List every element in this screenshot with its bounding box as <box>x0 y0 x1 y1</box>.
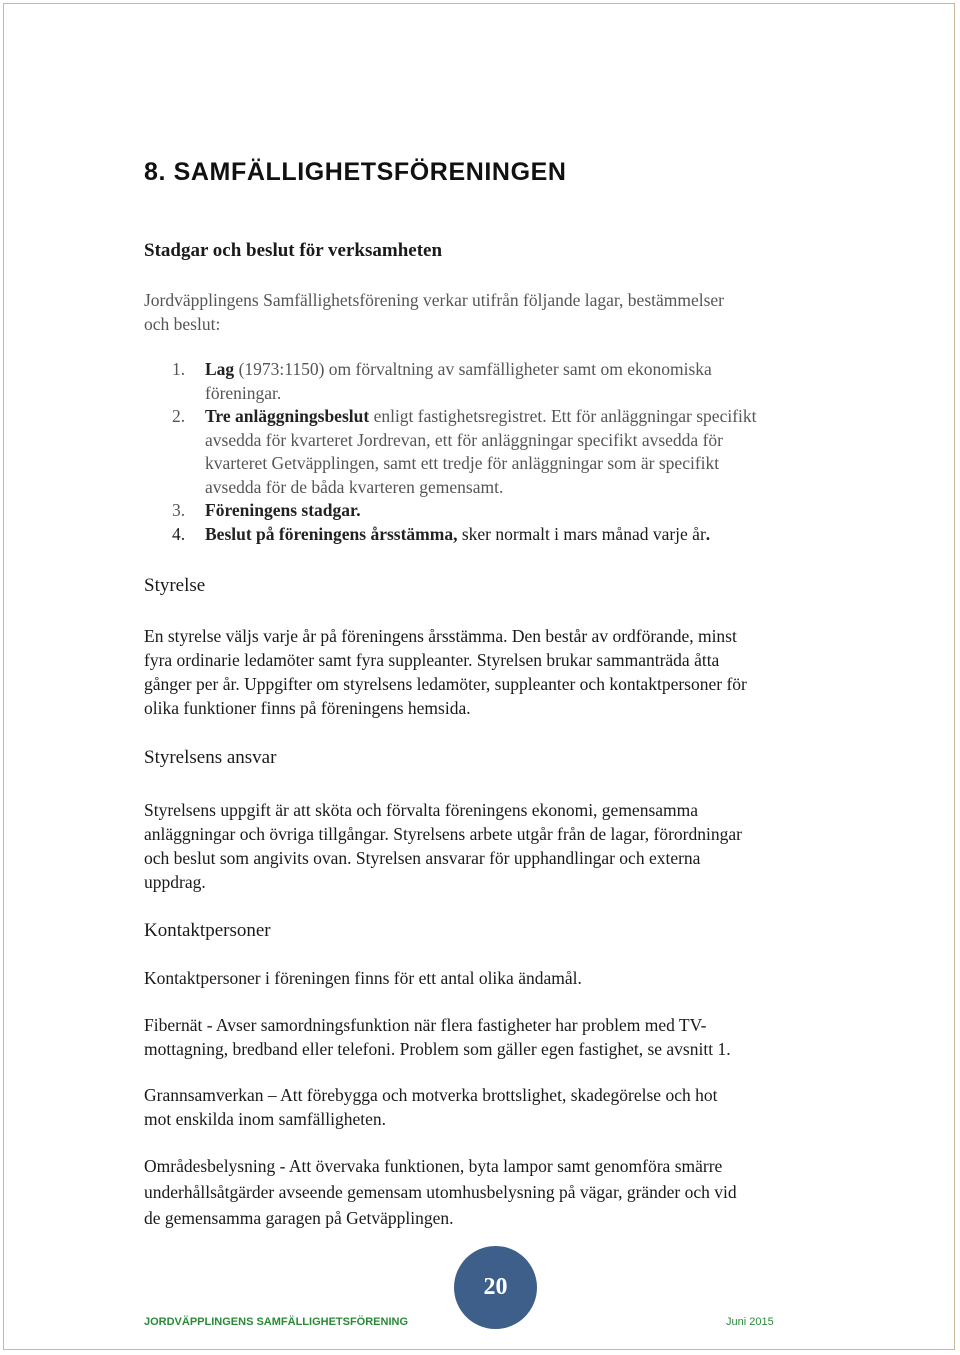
list-item-text: enligt fastighetsregistret. Ett för anläggningar specifikt <box>369 406 757 426</box>
grannsamverkan-paragraph <box>144 1083 844 1131</box>
ansvar-paragraph <box>144 798 844 894</box>
list-item-text: kvarteret Getväpplingen, samt ett tredje för anläggningar som är specifikt <box>205 453 720 473</box>
list-item <box>172 405 862 499</box>
list-item-bold: . <box>705 523 711 544</box>
section-title-kontaktpersoner: Kontaktpersoner <box>144 920 271 941</box>
list-number: 4. <box>172 523 186 544</box>
text-line: de gemensamma garagen på Getväpplingen. <box>144 1208 454 1228</box>
page-number-badge: 20 <box>454 1246 537 1329</box>
text-line: En styrelse väljs varje år på föreningens årsstämma. Den består av ordförande, minst <box>144 626 737 646</box>
section-title-styrelse: Styrelse <box>144 575 206 596</box>
list-item-bold: Föreningens stadgar. <box>205 500 361 520</box>
kontakt-intro: Kontaktpersoner i föreningen finns för ett antal olika ändamål. <box>144 968 582 988</box>
text-line: Områdesbelysning - Att övervaka funktionen, byta lampor samt genomföra smärre <box>144 1156 723 1176</box>
text-line: mot enskilda inom samfälligheten. <box>144 1109 387 1129</box>
text-line: och beslut som angivits ovan. Styrelsen ansvarar för upphandlingar och externa <box>144 848 701 868</box>
fibernat-paragraph <box>144 1013 844 1061</box>
footer-organization: JORDVÄPPLINGENS SAMFÄLLIGHETSFÖRENING <box>144 1316 409 1328</box>
footer-date: Juni 2015 <box>726 1316 774 1328</box>
omradesbelysning-paragraph <box>144 1153 844 1231</box>
list-item <box>172 499 862 523</box>
law-list <box>172 358 862 546</box>
list-item-bold: Tre anläggningsbeslut <box>205 406 370 426</box>
list-item <box>172 523 862 547</box>
list-item-text: avsedda för kvarteret Jordrevan, ett för anläggningar specifikt avsedda för <box>205 429 723 450</box>
text-line: underhållsåtgärder avseende gemensam utomhusbelysning på vägar, gränder och vid <box>144 1182 737 1202</box>
list-item-text: (1973:1150) om förvaltning av samfälligheter samt om ekonomiska <box>234 359 712 379</box>
page-title: 8. SAMFÄLLIGHETSFÖRENINGEN <box>144 158 567 186</box>
section-title-ansvar: Styrelsens ansvar <box>144 747 277 768</box>
text-line: Fibernät - Avser samordningsfunktion när flera fastigheter har problem med TV- <box>144 1015 707 1035</box>
text-line: uppdrag. <box>144 872 206 892</box>
section-title-stadgar: Stadgar och beslut för verksamheten <box>144 240 443 261</box>
intro-paragraph <box>144 288 844 336</box>
list-item-bold: Lag <box>205 359 235 379</box>
styrelse-paragraph <box>144 624 844 720</box>
text-line: Styrelsens uppgift är att sköta och förvalta föreningens ekonomi, gemensamma <box>144 800 699 820</box>
text-line: anläggningar och övriga tillgångar. Styrelsens arbete utgår från de lagar, förordningar <box>144 824 742 844</box>
list-item-text: föreningar. <box>205 382 282 403</box>
text-line: fyra ordinarie ledamöter samt fyra suppleanter. Styrelsen brukar sammanträda åtta <box>144 650 720 670</box>
text-line: Grannsamverkan – Att förebygga och motverka brottslighet, skadegörelse och hot <box>144 1085 718 1105</box>
text-line: mottagning, bredband eller telefoni. Problem som gäller egen fastighet, se avsnitt 1. <box>144 1039 731 1059</box>
list-number: 3. <box>172 500 186 520</box>
intro-line: och beslut: <box>144 314 221 334</box>
list-item-bold: Beslut på föreningens årsstämma, <box>205 523 458 544</box>
list-item-text: sker normalt i mars månad varje år <box>457 523 706 544</box>
intro-line: Jordväpplingens Samfällighetsförening verkar utifrån följande lagar, bestämmelser <box>144 290 725 310</box>
text-line: gånger per år. Uppgifter om styrelsens ledamöter, suppleanter och kontaktpersoner för <box>144 674 747 694</box>
list-number: 1. <box>172 359 186 379</box>
list-item-text: avsedda för de båda kvarteren gemensamt. <box>205 476 504 497</box>
list-number: 2. <box>172 406 186 426</box>
text-line: olika funktioner finns på föreningens hemsida. <box>144 698 471 718</box>
list-item <box>172 358 862 405</box>
